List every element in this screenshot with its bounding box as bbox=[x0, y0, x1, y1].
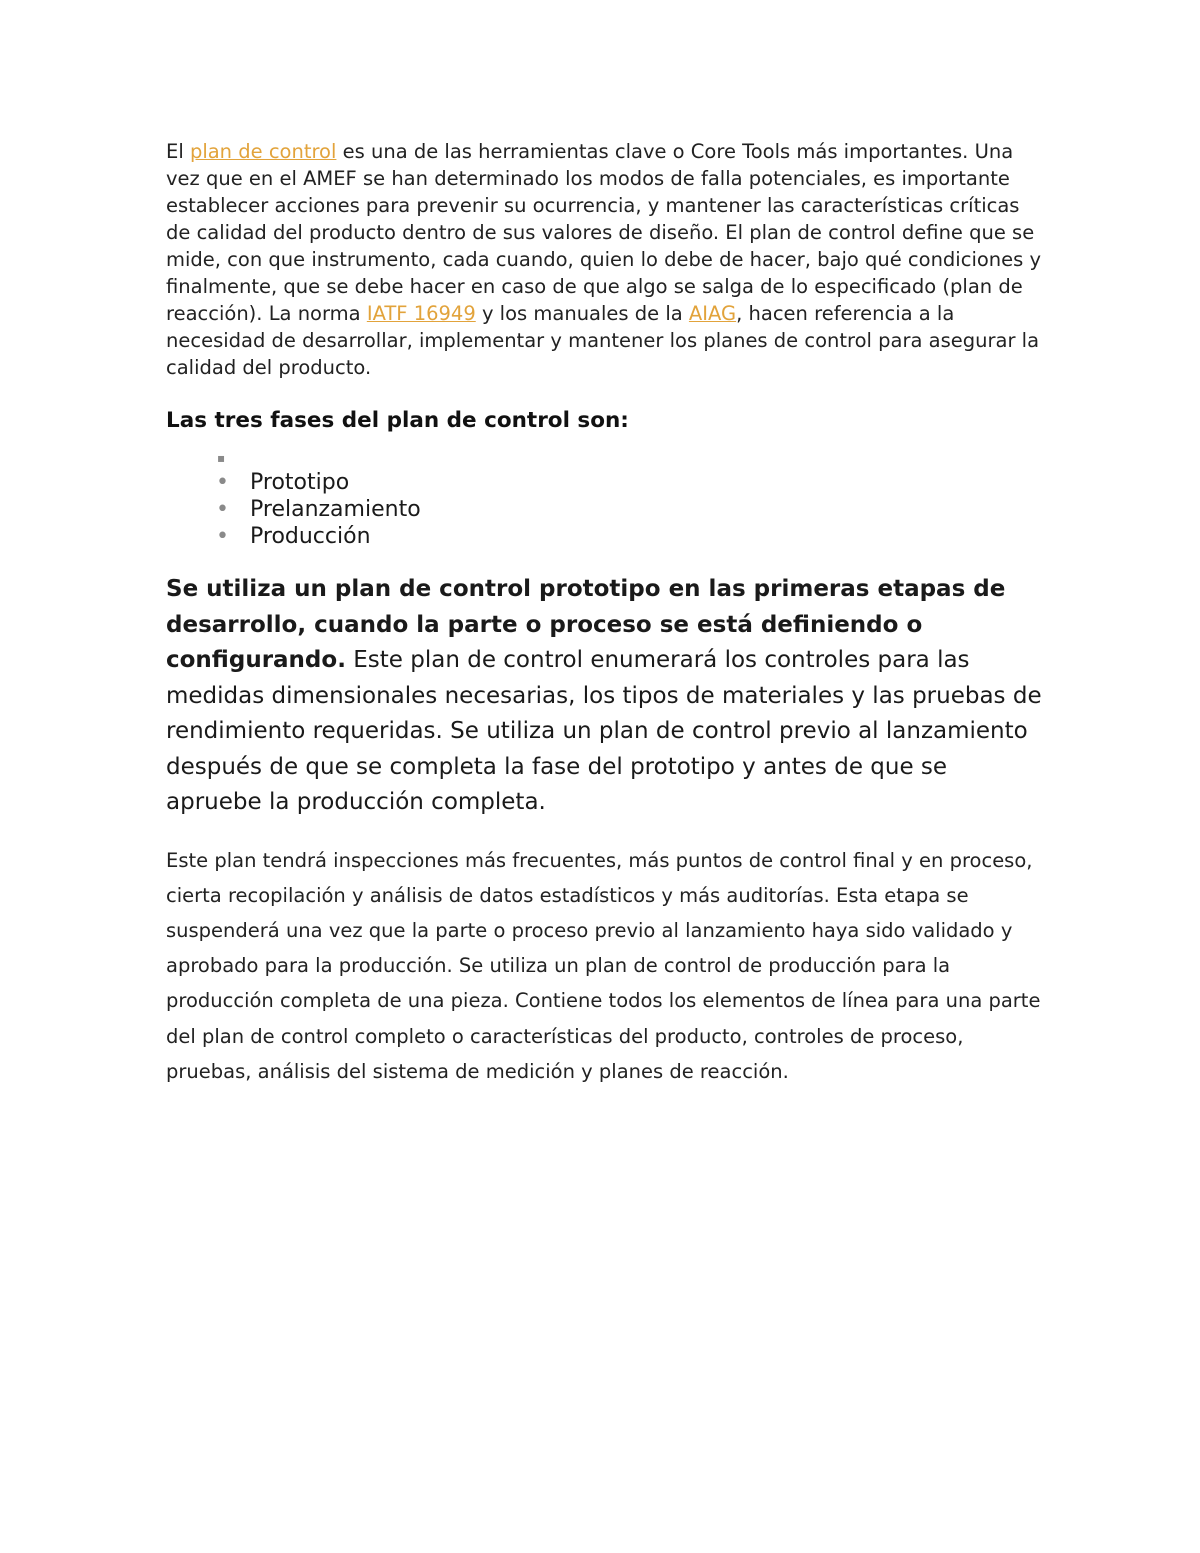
intro-paragraph bbox=[166, 138, 1046, 381]
bullet-icon: • bbox=[216, 524, 229, 549]
phase-prelanzamiento: Prelanzamiento bbox=[250, 497, 421, 522]
iatf-16949-link[interactable]: IATF 16949 bbox=[366, 302, 476, 325]
production-paragraph: Este plan tendrá inspecciones más frecuentes, más puntos de control final y en proceso, cierta recopilación y análisis de datos estadísticos y más auditorías. Esta etapa se suspenderá una vez que la parte o proceso previo al lanzamiento haya sido validado y aprobado para la producción. Se utiliza un plan de control de producción para la producción completa de una pieza. Contiene todos los elementos de línea para una parte del plan de control completo o características del producto, controles de proceso, pruebas, análisis del sistema de medición y planes de reacción. bbox=[166, 848, 1041, 1083]
prototype-bold-text: Se utiliza un plan de control prototipo en las primeras etapas de desarrollo, cuando la parte o proceso se está definiendo o configurando. bbox=[166, 576, 1006, 673]
list-item bbox=[216, 496, 1046, 523]
prototype-paragraph bbox=[166, 572, 1046, 821]
list-item bbox=[216, 469, 1046, 496]
phase-produccion: Producción bbox=[250, 524, 371, 549]
bullet-icon: • bbox=[216, 497, 229, 522]
phases-list bbox=[166, 447, 1046, 550]
list-item-empty bbox=[217, 447, 1046, 469]
intro-text-4: , hacen referencia a la necesidad de desarrollar, implementar y mantener los planes de control para asegurar la calidad del producto. bbox=[166, 302, 1040, 379]
intro-text-1: El bbox=[166, 140, 190, 163]
phase-prototipo: Prototipo bbox=[250, 470, 350, 495]
plan-de-control-link[interactable]: plan de control bbox=[189, 140, 337, 163]
phases-heading: Las tres fases del plan de control son: bbox=[166, 408, 629, 433]
document-page bbox=[166, 138, 1046, 1089]
aiag-link[interactable]: AIAG bbox=[688, 302, 737, 325]
intro-text-2: es una de las herramientas clave o Core Tools más importantes. Una vez que en el AMEF se han determinado los modos de falla potenciales, es importante establecer acciones para prevenir su ocurrencia, y mantener las características críticas de calidad del producto dentro de sus valores de diseño. El plan de control define que se mide, con que instrumento, cada cuando, quien lo debe de hacer, bajo qué condiciones y finalmente, que se debe hacer en caso de que algo se salga de lo especificado (plan de reacción). La norma bbox=[166, 140, 1042, 325]
bullet-icon: • bbox=[216, 470, 229, 495]
square-bullet-icon: ▪ bbox=[217, 451, 226, 465]
prototype-text: Este plan de control enumerará los controles para las medidas dimensionales necesarias, los tipos de materiales y las pruebas de rendimiento requeridas. Se utiliza un plan de control previo al lanzamiento después de que se completa la fase del prototipo y antes de que se apruebe la producción completa. bbox=[166, 647, 1042, 815]
intro-text-3: y los manuales de la bbox=[475, 302, 689, 325]
list-item bbox=[216, 523, 1046, 550]
